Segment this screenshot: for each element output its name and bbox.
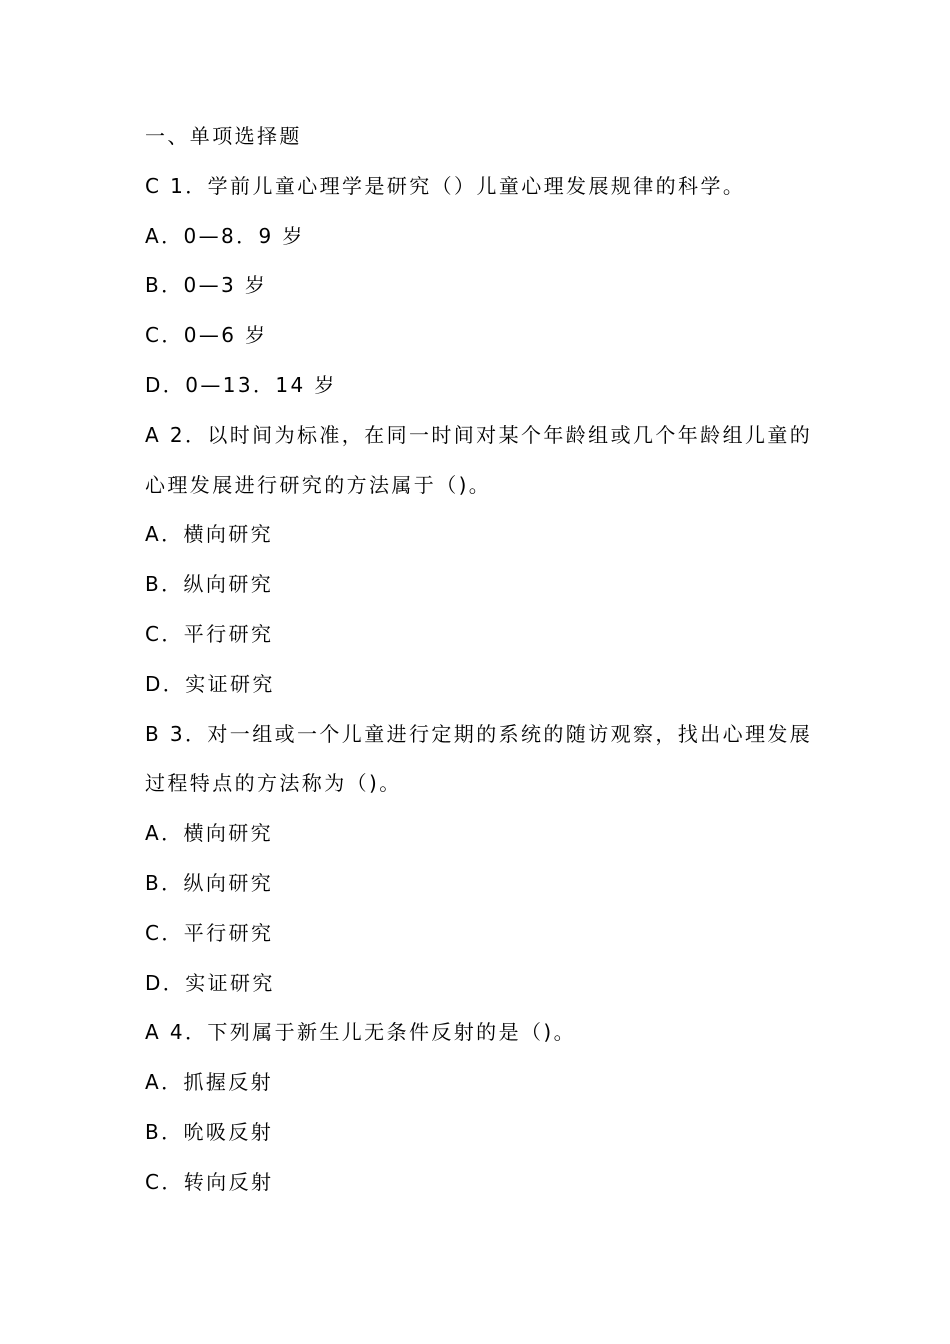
question-2-stem-line-2: 心理发展进行研究的方法属于（)。	[145, 472, 492, 497]
question-1-option-a: A．0—8．9 岁	[145, 223, 305, 248]
section-title: 一、单项选择题	[145, 124, 302, 148]
question-1-option-c: C．0—6 岁	[145, 323, 268, 348]
question-3-option-d: D．实证研究	[145, 970, 275, 995]
question-2-stem-line-1: A 2．以时间为标准，在同一时间对某个年龄组或几个年龄组儿童的	[145, 422, 813, 447]
question-2-option-d: D．实证研究	[145, 671, 275, 696]
question-4-option-b: B．吮吸反射	[145, 1119, 274, 1144]
question-3-option-b: B．纵向研究	[145, 870, 274, 895]
question-3-option-c: C．平行研究	[145, 920, 274, 945]
question-2-option-b: B．纵向研究	[145, 572, 274, 597]
question-4-option-c: C．转向反射	[145, 1169, 274, 1194]
question-3-option-a: A．横向研究	[145, 821, 274, 846]
question-4-option-a: A．抓握反射	[145, 1070, 274, 1095]
question-2-option-a: A．横向研究	[145, 522, 274, 547]
question-1-option-d: D．0—13．14 岁	[145, 372, 337, 397]
question-1-stem: C 1．学前儿童心理学是研究（）儿童心理发展规律的科学。	[145, 173, 746, 198]
question-4-stem: A 4．下列属于新生儿无条件反射的是（)。	[145, 1020, 576, 1045]
question-2-option-c: C．平行研究	[145, 621, 274, 646]
question-1-option-b: B．0—3 岁	[145, 273, 268, 298]
question-list	[145, 112, 825, 1208]
question-3-stem-line-1: B 3．对一组或一个儿童进行定期的系统的随访观察，找出心理发展	[145, 721, 813, 746]
question-3-stem-line-2: 过程特点的方法称为（)。	[145, 771, 402, 796]
